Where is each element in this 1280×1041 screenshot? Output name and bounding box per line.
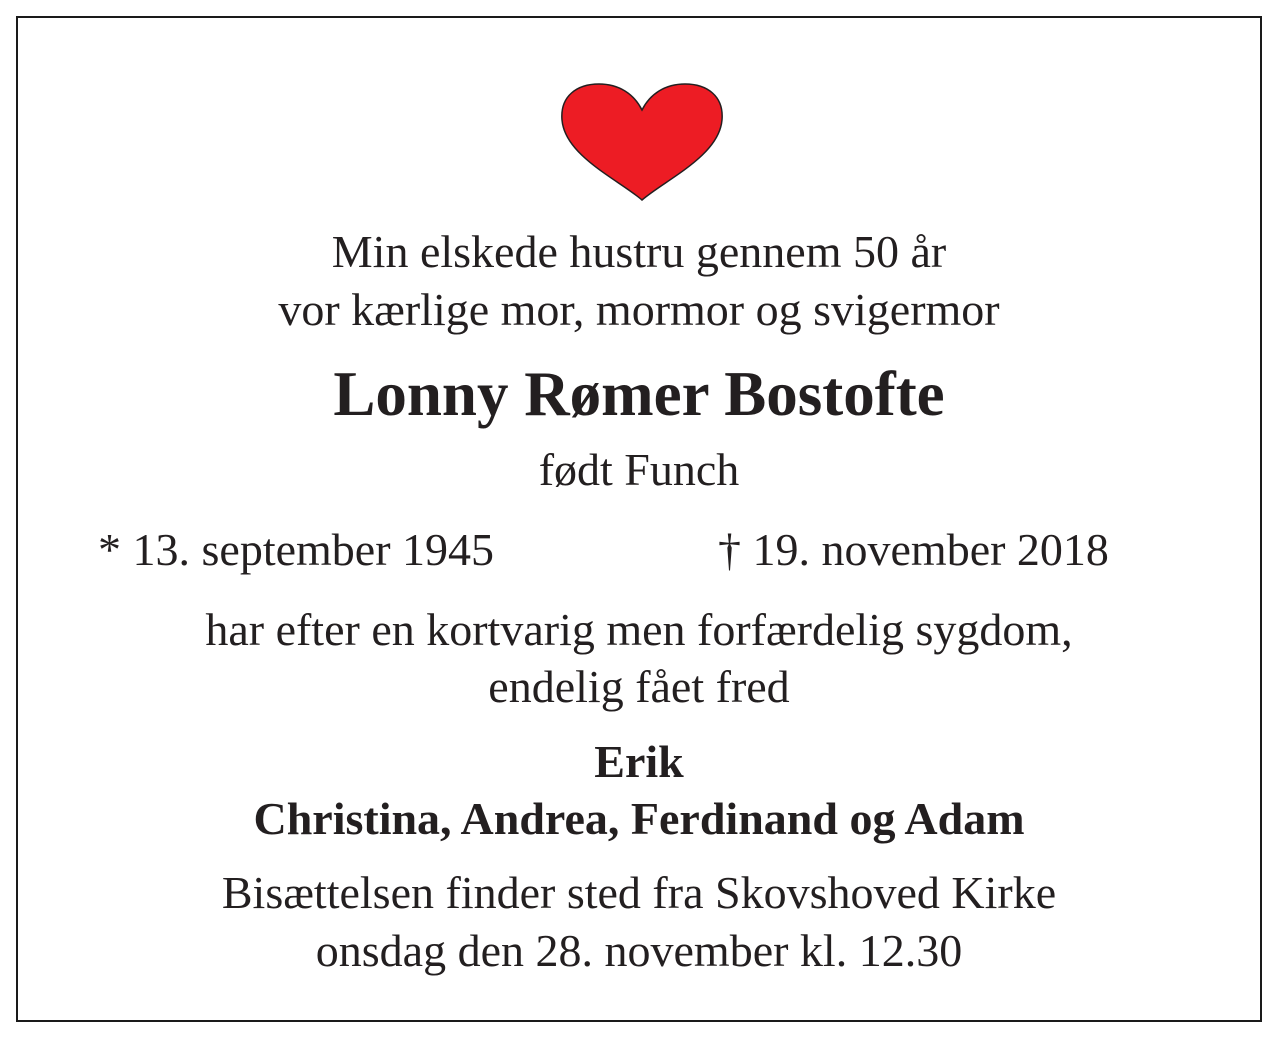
service-line-1: Bisættelsen finder sted fra Skovshoved Kirke xyxy=(221,867,1057,918)
obituary-notice xyxy=(16,16,1262,1022)
message-line-1: har efter en kortvarig men forfærdelig sygdom, xyxy=(205,604,1073,655)
birth-name: født Funch xyxy=(538,444,740,495)
message-line-2: endelig fået fred xyxy=(488,661,790,712)
service-line-2: onsdag den 28. november kl. 12.30 xyxy=(315,925,963,976)
heart-icon xyxy=(559,82,725,202)
birth-date: * 13. september 1945 xyxy=(98,524,495,575)
family-line-1: Erik xyxy=(594,736,684,787)
death-date: † 19. november 2018 xyxy=(718,524,1109,575)
intro-line-2: vor kærlige mor, mormor og svigermor xyxy=(278,284,1000,335)
intro-line-1: Min elskede hustru gennem 50 år xyxy=(331,226,947,277)
family-line-2: Christina, Andrea, Ferdinand og Adam xyxy=(253,793,1025,844)
deceased-name: Lonny Rømer Bostofte xyxy=(333,359,945,429)
